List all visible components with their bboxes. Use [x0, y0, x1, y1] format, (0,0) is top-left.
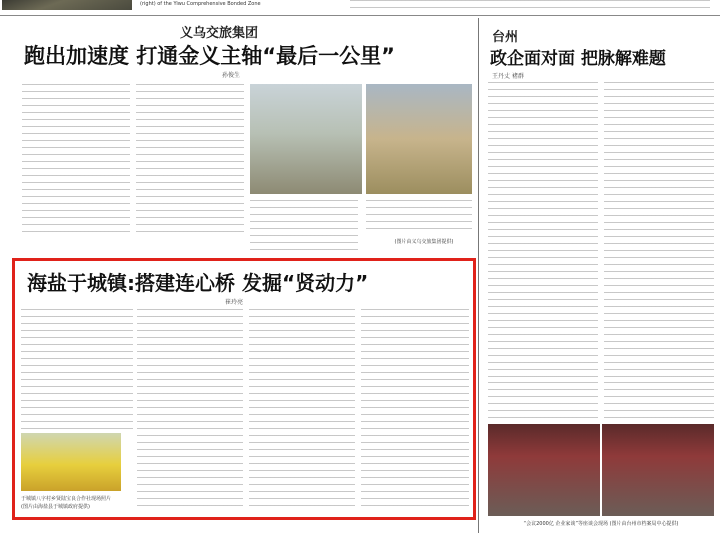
taizhou-body-col2	[604, 82, 714, 378]
haiyan-headline: 海盐于城镇:搭建连心桥 发掘“贤动力”	[27, 271, 369, 295]
top-strip-caption: (right) of the Yiwu Comprehensive Bonded Zone	[140, 1, 261, 7]
yiwu-kicker: 义乌交旅集团	[180, 26, 259, 41]
yiwu-body-col1	[22, 84, 130, 236]
top-strip-text	[350, 0, 710, 12]
taizhou-body-col3	[488, 382, 598, 420]
taizhou-body-col4	[604, 382, 714, 420]
top-strip	[0, 0, 720, 16]
haiyan-body-col3	[249, 309, 355, 509]
haiyan-body-col2	[137, 309, 243, 509]
haiyan-article-highlight	[12, 258, 476, 520]
haiyan-photo	[21, 433, 121, 491]
taizhou-kicker: 台州	[492, 30, 519, 45]
yiwu-farm-photo	[366, 84, 472, 194]
yiwu-body-col3	[250, 200, 358, 252]
haiyan-byline: 崔玲亮	[225, 299, 244, 306]
haiyan-photo-caption-1: 于城镇八字村乡贤陆宝良合作社现场照片	[21, 496, 112, 502]
column-divider	[478, 18, 479, 533]
yiwu-body-col2	[136, 84, 244, 236]
taizhou-photo-right	[602, 424, 714, 516]
yiwu-rail-photo	[250, 84, 362, 194]
yiwu-headline: 跑出加速度 打通金义主轴“最后一公里”	[24, 44, 395, 68]
haiyan-body-col4	[361, 309, 469, 509]
taizhou-photo-caption: “会议2000亿 企业家谈”等座谈会现场 (图片由台州市档案局中心提供)	[523, 521, 679, 527]
taizhou-headline: 政企面对面 把脉解难题	[490, 49, 666, 69]
taizhou-photo-left	[488, 424, 600, 516]
yiwu-photo-caption: (图片由义乌交旅集团提供)	[394, 239, 454, 245]
yiwu-body-col4	[366, 200, 472, 234]
haiyan-photo-caption-2: (图片由海盐县于城镇政府提供)	[21, 504, 90, 510]
yiwu-article	[0, 18, 476, 256]
taizhou-body-col1	[488, 82, 598, 378]
haiyan-body-col1	[21, 309, 133, 429]
top-strip-photo	[2, 0, 132, 10]
yiwu-byline: 孙俊生	[222, 72, 241, 79]
taizhou-byline: 王丹丈 褚群	[492, 73, 524, 80]
taizhou-article	[482, 18, 718, 538]
